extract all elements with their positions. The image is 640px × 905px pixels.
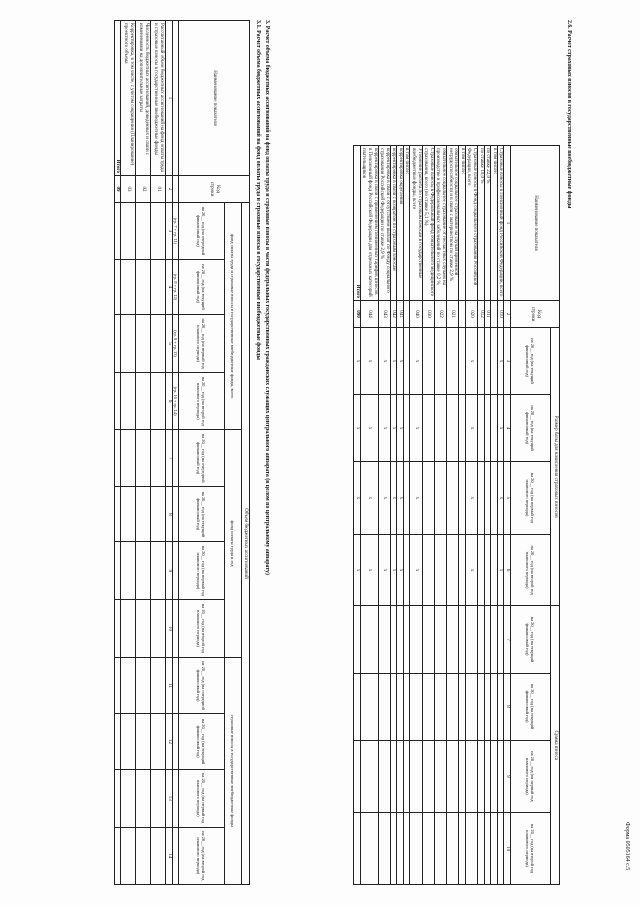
colnum: 5: [504, 462, 511, 535]
th3-fund-total: фонд оплаты труда и страховые взносы в государственные внебюджетные фонды, всего: [225, 203, 242, 430]
row-cell: x: [360, 328, 378, 395]
row-cell: [459, 813, 466, 885]
colnum: 10: [504, 813, 511, 885]
row-cell: x: [390, 328, 397, 395]
row-label: обязательное социальное страхование на случай временной нетрудоспособности и в связи с материнством по ставке 2,9 %: [447, 146, 459, 301]
row-cell: [151, 430, 166, 487]
row-cell: [422, 673, 434, 740]
row-cell: [136, 827, 151, 884]
row-cell: [465, 813, 477, 885]
row-code: 012: [478, 301, 485, 328]
row-cell: [136, 487, 151, 542]
row-cell: [484, 813, 491, 885]
table-row: [491, 146, 498, 885]
th3-c2: на 20__ год (на текущий финансовый год): [179, 259, 225, 314]
row-cell: [403, 740, 410, 813]
row-cell: [434, 673, 446, 740]
row-cell: [447, 606, 459, 673]
row-cell: [410, 813, 422, 885]
row-cell: x: [397, 328, 404, 395]
th-base-fin2: на 20__ год (на текущий финансовый год): [511, 395, 551, 462]
colnum: 10: [166, 600, 173, 657]
row-code: 010: [497, 301, 504, 328]
row-cell: [136, 373, 151, 430]
row-code: [459, 301, 466, 328]
row-cell: [478, 813, 485, 885]
row-cell: x: [390, 462, 397, 535]
th3-c1: на 20__ год (на очередной финансовый год): [179, 203, 225, 260]
row-cell: [459, 462, 466, 535]
row-cell: [497, 606, 504, 673]
row-cell: [397, 606, 404, 673]
row-cell: [478, 606, 485, 673]
row-cell: x: [378, 462, 390, 535]
row-cell: [491, 606, 498, 673]
section-3-1-title: 3.1. Расчет объема бюджетных ассигнований на фонд оплаты труда и страховые взносы в государственные внебюджетные фонды: [255, 20, 261, 360]
row-cell: [459, 534, 466, 606]
row-cell: [136, 259, 151, 314]
row-cell: x: [497, 462, 504, 535]
row-cell: [434, 606, 446, 673]
total-row: Итого 090 x x x x: [354, 146, 361, 885]
table-row: [397, 146, 404, 885]
colnum: 3: [166, 203, 173, 260]
row-code: 044: [360, 301, 378, 328]
row-cell: [151, 714, 166, 769]
row-cell: [422, 534, 434, 606]
th3-c6: на 20__ год (на текущий финансовый год): [179, 487, 225, 542]
row-cell: [478, 740, 485, 813]
row-cell: [397, 813, 404, 885]
row-cell: [403, 534, 410, 606]
th-sum-p2: на 20__ год (на второй год планового периода): [511, 813, 551, 885]
total-label: Итого: [354, 146, 361, 301]
row-code: 020: [465, 301, 477, 328]
row-cell: [403, 606, 410, 673]
th3-c9: на 20__ год (на очередной финансовый год): [179, 657, 225, 714]
th-code: Код строки: [511, 301, 560, 328]
total-row-3: [114, 21, 121, 885]
row-cell: x: [397, 534, 404, 606]
row-cell: [121, 769, 136, 827]
row-cell: [390, 740, 397, 813]
row-cell: [121, 259, 136, 314]
colnum: 2: [166, 176, 173, 203]
row-cell: [497, 673, 504, 740]
row-cell: x: [410, 395, 422, 462]
row-cell: [484, 328, 491, 395]
row-cell: [121, 203, 136, 260]
th-base-p2: на 20__ год (на второй год планового периода): [511, 534, 551, 606]
colnum: 9: [166, 542, 173, 600]
row-cell: [151, 542, 166, 600]
row-cell: [360, 673, 378, 740]
th3-c10: на 20__ год (на текущий финансовый год): [179, 714, 225, 769]
row-cell: [447, 673, 459, 740]
row-cell: [447, 740, 459, 813]
row-label: в том числе:: [459, 146, 466, 301]
colnum-row: [504, 146, 511, 885]
row-cell: [434, 534, 446, 606]
row-label: корректировка в связи с возвратом по страховым взносам: [390, 146, 397, 301]
row-code: 040: [410, 301, 422, 328]
th3-total: Объем бюджетных ассигнований: [242, 203, 250, 885]
row-cell: [459, 740, 466, 813]
row-cell: [422, 606, 434, 673]
table-row: [410, 146, 422, 885]
row-cell: [136, 542, 151, 600]
row-cell: [136, 430, 151, 487]
row-cell: [360, 740, 378, 813]
row-cell: [410, 606, 422, 673]
row-cell: [465, 606, 477, 673]
row-label: по ставке 10,0 %: [478, 146, 485, 301]
th3-name: Наименование показателя: [179, 21, 250, 176]
total-code: 090: [354, 301, 361, 328]
row-label: Страховые взносы в Пенсионный фонд Российской Федерации, всего: [497, 146, 504, 301]
row-label: в том числе:: [403, 146, 410, 301]
row-label: в том числе:: [491, 146, 498, 301]
th3-c11: на 20__ год (на первый год планового периода): [179, 769, 225, 827]
row-cell: [465, 740, 477, 813]
th3-c4: на 20__ год (на второй год планового периода): [179, 373, 225, 430]
th-base-p1: на 20__ год (на первый год планового периода): [511, 462, 551, 535]
table-row: [121, 21, 136, 885]
row-cell: [151, 373, 166, 430]
row-code: 011: [484, 301, 491, 328]
row-cell: [136, 315, 151, 373]
formula-2: (гр. 8 + гр. 12): [173, 259, 179, 314]
row-cell: [136, 657, 151, 714]
budget-table: [114, 20, 250, 885]
row-cell: [121, 542, 136, 600]
row-cell: [403, 673, 410, 740]
table-row: [360, 146, 378, 885]
row-label: Уточнение расчета по страховым взносам в государственные внебюджетные фонды, всего: [410, 146, 422, 301]
th-name: Наименование показателя: [511, 146, 560, 301]
row-cell: [136, 769, 151, 827]
row-cell: x: [360, 462, 378, 535]
table-row: [151, 21, 166, 885]
th-sum: Сумма взноса: [551, 606, 560, 885]
row-cell: [151, 657, 166, 714]
row-cell: x: [360, 534, 378, 606]
th3-c7: на 20__ год (на первый год планового периода): [179, 542, 225, 600]
row-cell: [121, 487, 136, 542]
row-cell: [410, 673, 422, 740]
table-row: [484, 146, 491, 885]
th-base: Размер базы для начисления страховых взносов: [551, 328, 560, 606]
row-cell: [484, 740, 491, 813]
row-cell: [422, 740, 434, 813]
row-cell: [403, 462, 410, 535]
row-cell: [484, 395, 491, 462]
row-label: Корректировка, в том числе, с учетом сокращения (Планирование) проектного объема: [121, 21, 136, 176]
row-cell: x: [378, 328, 390, 395]
table-row: [447, 146, 459, 885]
row-cell: [121, 714, 136, 769]
row-cell: [136, 714, 151, 769]
row-label: обязательное социальное страхование от несчастных случаев на производстве и профессиональных заболеваний по ставке 0,2 %: [434, 146, 446, 301]
row-label: Страховые взносы в Федеральный фонд обязательного медицинского страхования, всего (по ставке 5,1 %): [422, 146, 434, 301]
row-cell: [465, 673, 477, 740]
row-cell: x: [465, 328, 477, 395]
row-label: по ставке 22,0 %: [484, 146, 491, 301]
row-cell: [484, 606, 491, 673]
row-cell: x: [390, 534, 397, 606]
row-cell: x: [397, 395, 404, 462]
colnum: 4: [504, 395, 511, 462]
colnum: 7: [504, 606, 511, 673]
th3-c8: на 20__ год (на второй год планового периода): [179, 600, 225, 657]
table-row: [497, 146, 504, 885]
colnum: 14: [166, 827, 173, 884]
total3-code: 09: [114, 176, 121, 203]
th3-c5: на 20__ год (на очередной финансовый год): [179, 430, 225, 487]
th-base-fin: на 20__ год (на текущий финансовый год): [511, 328, 551, 395]
row-cell: [360, 813, 378, 885]
row-cell: x: [378, 534, 390, 606]
row-code: 041: [397, 301, 404, 328]
table-row: [459, 146, 466, 885]
row-cell: [484, 534, 491, 606]
row-cell: [447, 328, 459, 395]
row-cell: [497, 813, 504, 885]
row-cell: [434, 813, 446, 885]
row-label: Численность бюджетных ассигнований, доведенных и связи с изменениями на дополнительные затраты: [136, 21, 151, 176]
row-cell: x: [465, 462, 477, 535]
colnum: 1: [504, 146, 511, 301]
row-cell: [151, 203, 166, 260]
row-cell: [121, 827, 136, 884]
formula-4: (гр. 10 + гр. 14): [173, 373, 179, 430]
form-code: Форма 0505164 с.5: [624, 822, 630, 871]
row-code: 02: [136, 176, 151, 203]
row-cell: [491, 534, 498, 606]
row-cell: x: [497, 395, 504, 462]
row-cell: [378, 673, 390, 740]
colnum: 2: [504, 301, 511, 328]
row-cell: x: [497, 534, 504, 606]
row-cell: [151, 259, 166, 314]
th-sum-fin: на 20__ год (на текущий финансовый год): [511, 606, 551, 673]
row-cell: [121, 315, 136, 373]
th3-c12: на 20__ год (на второй год планового периода): [179, 827, 225, 884]
row-cell: [491, 462, 498, 535]
row-cell: [422, 462, 434, 535]
row-cell: [151, 769, 166, 827]
row-cell: [491, 328, 498, 395]
row-cell: x: [360, 395, 378, 462]
row-cell: [378, 606, 390, 673]
colnum: 8: [504, 673, 511, 740]
row-label: корректировка в связи с отсутствием выплат по Фонду социального страхования Российской Федерации по ставке 2,9 %: [378, 146, 390, 301]
row-cell: [491, 740, 498, 813]
row-cell: [121, 600, 136, 657]
row-cell: [478, 328, 485, 395]
row-cell: [151, 827, 166, 884]
table-row: [390, 146, 397, 885]
colnum-row-3: [166, 21, 173, 885]
row-code: 03: [121, 176, 136, 203]
row-code: [491, 301, 498, 328]
row-cell: [484, 673, 491, 740]
section-2-6-title: 2.6. Расчет страховых взносов в государственные внебюджетные фонды: [566, 20, 572, 209]
section-3-title: 3. Расчет объема бюджетных ассигнований на фонд оплаты труда и страховые взносы в части федеральных государственных гражданских служащих центрального аппарата (в целом по центральному аппарату): [264, 20, 270, 575]
row-cell: x: [410, 328, 422, 395]
colnum: 6: [504, 534, 511, 606]
table-row: [478, 146, 485, 885]
row-cell: [151, 315, 166, 373]
row-label: Страховые взносы в Фонд социального страхования Российской Федерации, всего: [465, 146, 477, 301]
th3-ins: страховые взносы в государственные внебюджетные фонды: [225, 657, 242, 884]
row-cell: [403, 395, 410, 462]
row-cell: [459, 395, 466, 462]
row-cell: [491, 673, 498, 740]
row-cell: [478, 673, 485, 740]
row-code: 01: [151, 176, 166, 203]
row-label: корректировка округления: [397, 146, 404, 301]
row-cell: [403, 813, 410, 885]
th3-c3: на 20__ год (на первый год планового периода): [179, 315, 225, 373]
row-cell: [447, 813, 459, 885]
row-cell: [434, 395, 446, 462]
colnum: 3: [504, 328, 511, 395]
row-cell: [403, 328, 410, 395]
row-code: [403, 301, 410, 328]
row-cell: [491, 813, 498, 885]
row-cell: x: [465, 395, 477, 462]
colnum: 12: [166, 714, 173, 769]
table-row: [403, 146, 410, 885]
row-cell: [422, 813, 434, 885]
row-cell: [136, 203, 151, 260]
colnum: 6: [166, 373, 173, 430]
row-cell: [478, 462, 485, 535]
row-cell: [434, 462, 446, 535]
total3-label: Итого: [114, 21, 121, 176]
insurance-table: [353, 145, 560, 885]
row-cell: [378, 813, 390, 885]
colnum: 5: [166, 315, 173, 373]
row-code: 022: [434, 301, 446, 328]
table-row: [434, 146, 446, 885]
row-cell: [447, 462, 459, 535]
row-cell: [484, 462, 491, 535]
row-cell: x: [410, 462, 422, 535]
row-cell: [397, 740, 404, 813]
row-label: корректировка в связи с применением пониженных тарифов взносов в Пенсионный фонд Российской Федерации для отдельных категорий плательщиков: [360, 146, 378, 301]
row-cell: [434, 328, 446, 395]
row-cell: [121, 430, 136, 487]
row-cell: x: [378, 395, 390, 462]
row-cell: [459, 606, 466, 673]
colnum: 1: [166, 21, 173, 176]
row-code: 021: [447, 301, 459, 328]
row-cell: [136, 600, 151, 657]
colnum: 9: [504, 740, 511, 813]
row-code: 030: [422, 301, 434, 328]
row-cell: [434, 740, 446, 813]
table-row: [422, 146, 434, 885]
row-cell: x: [410, 534, 422, 606]
row-cell: [378, 740, 390, 813]
row-cell: [390, 813, 397, 885]
row-cell: [422, 328, 434, 395]
colnum: 13: [166, 769, 173, 827]
row-cell: [360, 606, 378, 673]
formula-3: (гр. 9 + гр. 13): [173, 315, 179, 373]
table-row: [465, 146, 477, 885]
row-cell: [397, 673, 404, 740]
row-cell: [121, 373, 136, 430]
row-cell: [390, 606, 397, 673]
table-row: [378, 146, 390, 885]
row-cell: x: [397, 462, 404, 535]
table-row: [136, 21, 151, 885]
th-sum-p1: на 20__ год (на первый год планового периода): [511, 740, 551, 813]
row-cell: x: [390, 395, 397, 462]
row-cell: [151, 487, 166, 542]
formula-1: (гр. 7 + гр. 11): [173, 203, 179, 260]
th3-code: Код строки: [179, 176, 250, 203]
row-cell: [478, 395, 485, 462]
row-cell: x: [497, 328, 504, 395]
row-cell: [478, 534, 485, 606]
row-code: 042: [390, 301, 397, 328]
row-cell: [447, 395, 459, 462]
row-cell: [459, 328, 466, 395]
row-cell: [121, 657, 136, 714]
colnum: 7: [166, 430, 173, 487]
row-cell: [459, 673, 466, 740]
row-cell: [497, 740, 504, 813]
row-cell: [447, 534, 459, 606]
row-cell: [491, 395, 498, 462]
row-cell: x: [465, 534, 477, 606]
colnum: 4: [166, 259, 173, 314]
row-cell: [422, 395, 434, 462]
th-sum-fin2: на 20__ год (на текущий финансовый год): [511, 673, 551, 740]
row-cell: [410, 740, 422, 813]
colnum: 11: [166, 657, 173, 714]
th3-fund-wage: фонд оплаты труда и год: [225, 430, 242, 657]
row-code: 043: [378, 301, 390, 328]
row-cell: [151, 600, 166, 657]
row-label: Рассчитанный объем бюджетных ассигнований на фонд оплаты труда и страховые взносы в государственные внебюджетные фонды: [151, 21, 166, 176]
row-cell: [390, 673, 397, 740]
colnum: 8: [166, 487, 173, 542]
